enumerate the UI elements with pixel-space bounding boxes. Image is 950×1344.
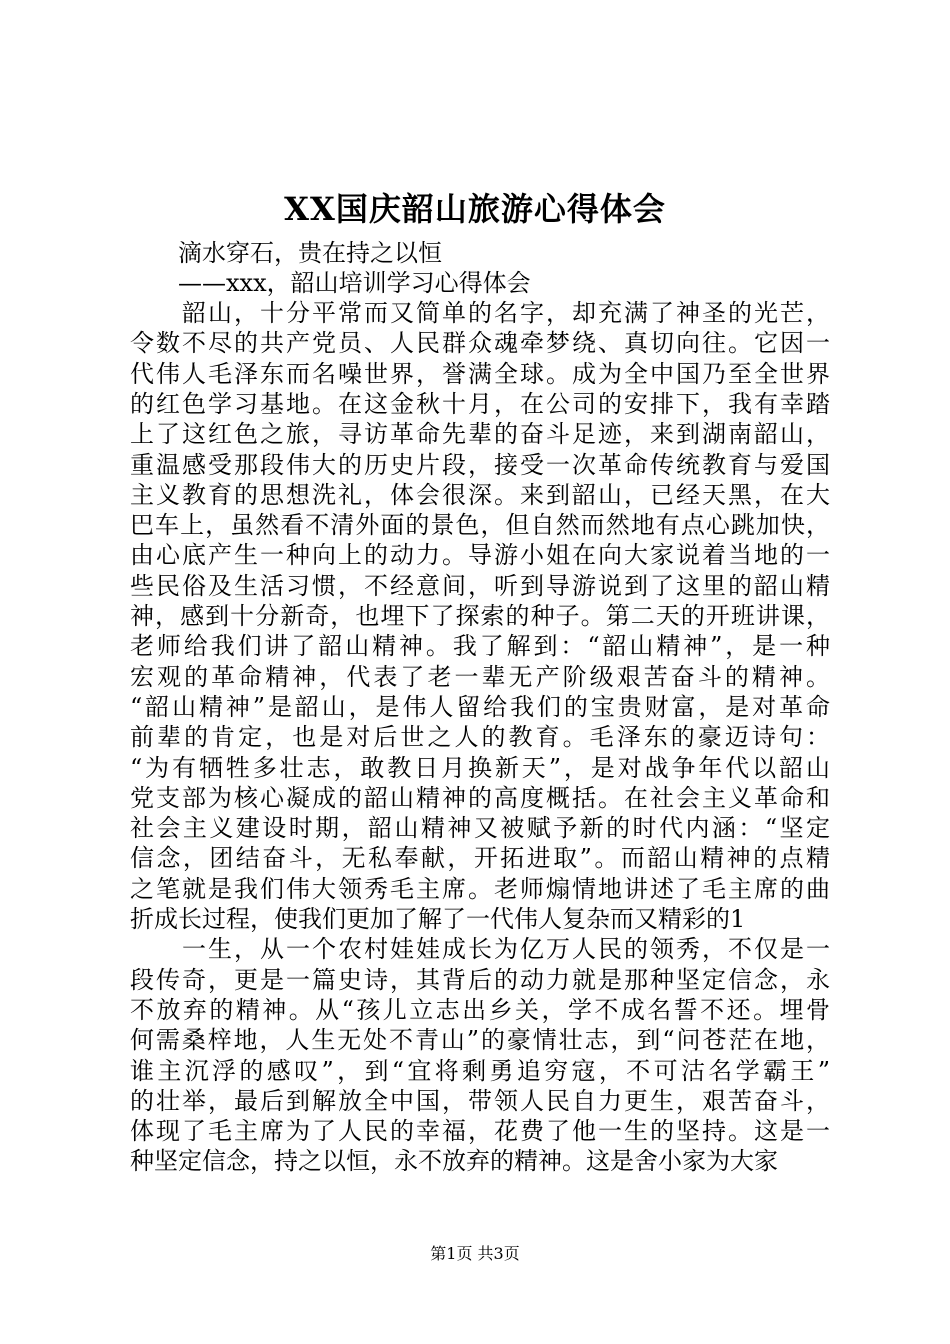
- body-line: 何需桑梓地，人生无处不青山”的豪情壮志，到“问苍茫在地，: [130, 1026, 830, 1055]
- body-line: 之笔就是我们伟大领秀毛主席。老师煽情地讲述了毛主席的曲: [130, 874, 830, 903]
- body-line: 社会主义建设时期，韶山精神又被赋予新的时代内涵：“坚定: [130, 814, 830, 843]
- body-line: 的红色学习基地。在这金秋十月，在公司的安排下，我有幸踏: [130, 389, 830, 418]
- body-line: 神，感到十分新奇，也埋下了探索的种子。第二天的开班讲课，: [130, 602, 830, 630]
- body-line: 韶山，十分平常而又简单的名字，却充满了神圣的光芒，: [130, 299, 830, 327]
- body-line: 党支部为核心凝成的韶山精神的高度概括。在社会主义革命和: [130, 783, 830, 812]
- body-line: 谁主沉浮的感叹”，到“宜将剩勇追穷寇，不可沽名学霸王”: [130, 1056, 830, 1085]
- body-line: 上了这红色之旅，寻访革命先辈的奋斗足迹，来到湖南韶山，: [130, 420, 830, 449]
- body-line: 段传奇，更是一篇史诗，其背后的动力就是那种坚定信念，永: [130, 965, 830, 994]
- body-line: “为有牺牲多壮志，敢教日月换新天”，是对战争年代以韶山: [130, 753, 830, 782]
- body-line: 前辈的肯定，也是对后世之人的教育。毛泽东的豪迈诗句：: [130, 723, 830, 752]
- body-line: 由心底产生一种向上的动力。导游小姐在向大家说着当地的一: [130, 541, 830, 570]
- body-line: 代伟人毛泽东而名噪世界，誉满全球。成为全中国乃至全世界: [130, 359, 830, 388]
- body-line: “韶山精神”是韶山，是伟人留给我们的宝贵财富，是对革命: [130, 692, 830, 721]
- body-line: 种坚定信念，持之以恒，永不放弃的精神。这是舍小家为大家: [130, 1147, 778, 1176]
- page-footer: 第1页 共3页: [430, 1244, 520, 1263]
- body-line: 老师给我们讲了韶山精神。我了解到：“韶山精神”，是一种: [130, 632, 830, 661]
- byline-line: ——xxx，韶山培训学习心得体会: [178, 269, 531, 297]
- document-title: XX国庆韶山旅游心得体会: [284, 190, 666, 228]
- body-line: 一生，从一个农村娃娃成长为亿万人民的领秀，不仅是一: [130, 935, 830, 964]
- body-line: 主义教育的思想洗礼，体会很深。来到韶山，已经天黑，在大: [130, 480, 830, 509]
- body-line: 信念，团结奋斗，无私奉献，开拓进取”。而韶山精神的点精: [130, 844, 830, 873]
- body-line: 些民俗及生活习惯，不经意间，听到导游说到了这里的韶山精: [130, 571, 830, 600]
- body-line: 折成长过程，使我们更加了解了一代伟人复杂而又精彩的1: [130, 905, 746, 933]
- body-line: 体现了毛主席为了人民的幸福，花费了他一生的坚持。这是一: [130, 1117, 830, 1146]
- body-line: 不放弃的精神。从“孩儿立志出乡关，学不成名誓不还。埋骨: [130, 995, 830, 1024]
- body-line: 令数不尽的共产党员、人民群众魂牵梦绕、真切向往。它因一: [130, 329, 830, 358]
- body-line: 重温感受那段伟大的历史片段，接受一次革命传统教育与爱国: [130, 450, 830, 479]
- body-line: 宏观的革命精神，代表了老一辈无产阶级艰苦奋斗的精神。: [130, 662, 830, 691]
- body-line: 巴车上，虽然看不清外面的景色，但自然而然地有点心跳加快，: [130, 511, 830, 540]
- body-line: 的壮举，最后到解放全中国，带领人民自力更生，艰苦奋斗，: [130, 1086, 830, 1115]
- subtitle-line: 滴水穿石，贵在持之以恒: [178, 239, 442, 267]
